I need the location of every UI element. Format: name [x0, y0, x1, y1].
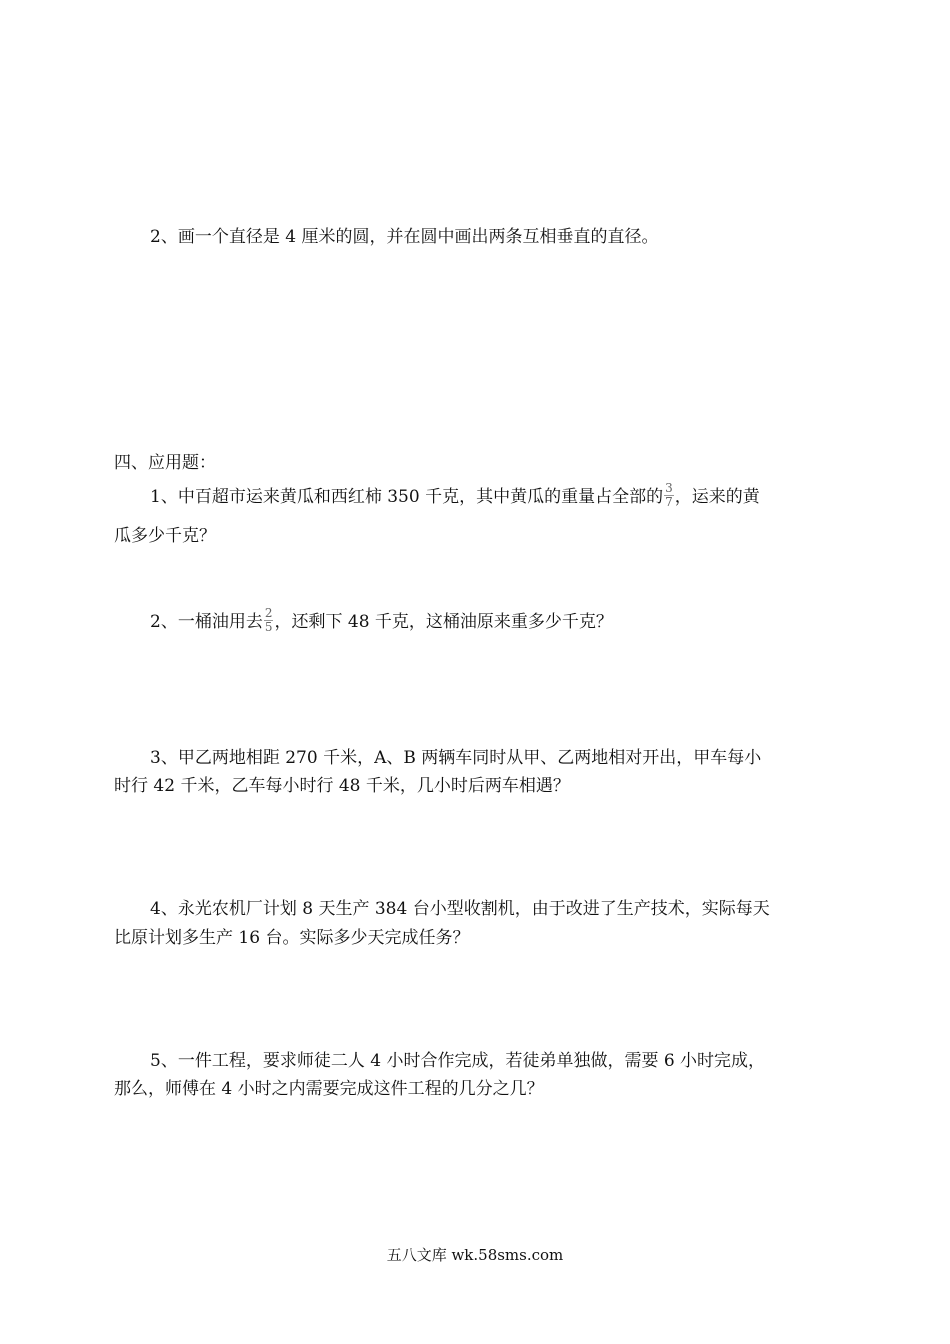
q2-fraction-numerator: 2: [264, 606, 273, 620]
page-footer: 五八文库 wk.58sms.com: [386, 1246, 564, 1264]
q1-fraction-numerator: 3: [665, 481, 673, 495]
application-question-3-line-2: 时行 42 千米，乙车每小时行 48 千米，几小时后两车相遇？: [114, 776, 570, 796]
q1-fraction: [664, 482, 674, 509]
q2-text-part1: 2、一桶油用去: [150, 612, 263, 632]
application-question-1-line-2: 瓜多少千克？: [114, 526, 216, 546]
application-question-5-line-2: 那么，师傅在 4 小时之内需要完成这件工程的几分之几？: [114, 1079, 544, 1099]
application-question-4-line-1: 4、永光农机厂计划 8 天生产 384 台小型收割机，由于改进了生产技术，实际每天: [150, 899, 770, 919]
application-question-4-line-2: 比原计划多生产 16 台。实际多少天完成任务？: [114, 928, 470, 948]
draw-question-2: 2、画一个直径是 4 厘米的圆，并在圆中画出两条互相垂直的直径。: [150, 227, 659, 247]
q1-text-part2: ，运来的黄: [674, 487, 760, 507]
section-heading-application: 四、应用题：: [114, 453, 216, 473]
application-question-5-line-1: 5、一件工程，要求师徒二人 4 小时合作完成，若徒弟单独做，需要 6 小时完成，: [150, 1051, 766, 1071]
application-question-1-line-1: [150, 481, 760, 511]
application-question-3-line-1: 3、甲乙两地相距 270 千米，A、B 两辆车同时从甲、乙两地相对开出，甲车每小: [150, 748, 762, 768]
q1-text-part1: 1、中百超市运来黄瓜和西红柿 350 千克，其中黄瓜的重量占全部的: [150, 487, 664, 507]
q1-fraction-denominator: 7: [665, 495, 673, 509]
q2-fraction-denominator: 5: [264, 620, 273, 634]
q2-text-part2: ，还剩下 48 千克，这桶油原来重多少千克？: [274, 612, 613, 632]
application-question-2: [150, 606, 613, 636]
q2-fraction: [264, 607, 274, 634]
